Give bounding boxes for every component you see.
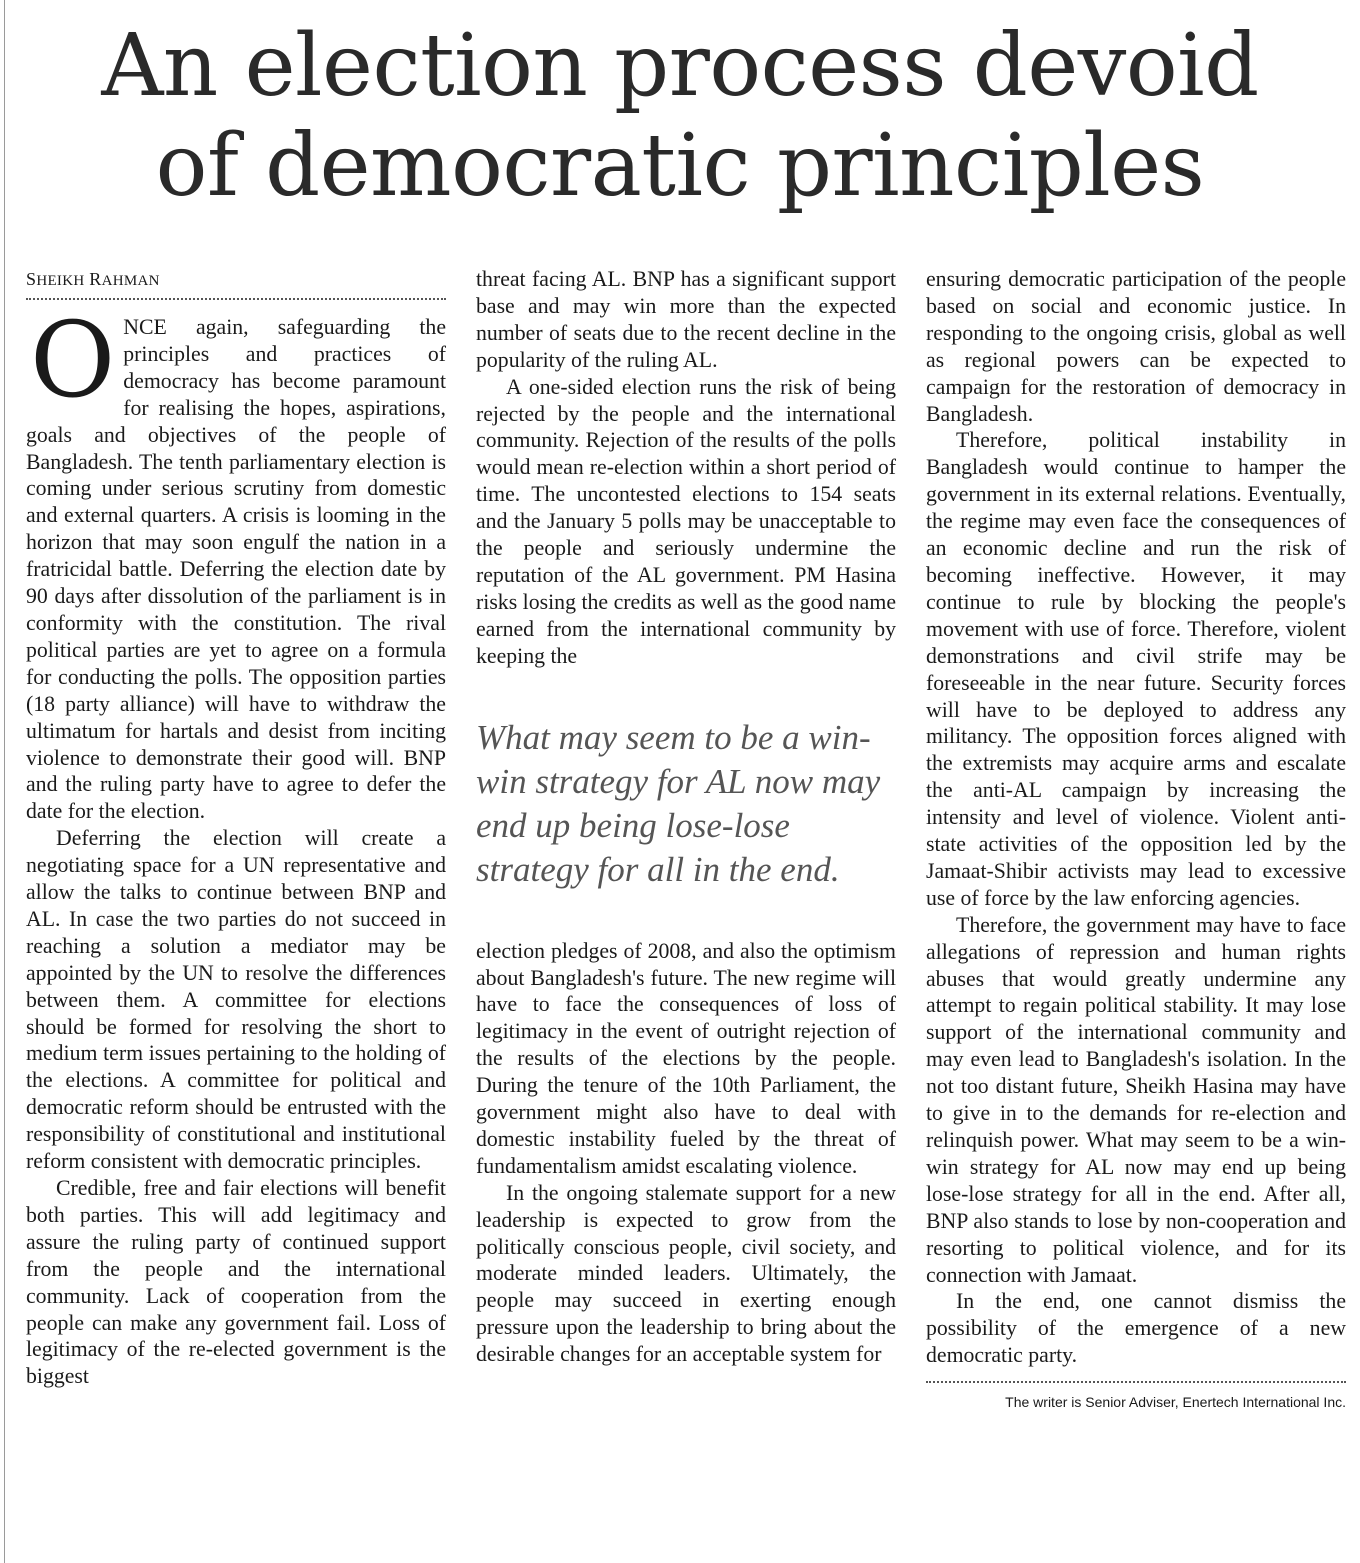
- pull-quote: What may seem to be a win-win strategy for AL now may end up being lose-lose strategy for all in the end.: [476, 717, 881, 889]
- author-credit: The writer is Senior Adviser, Enertech International Inc.: [926, 1381, 1346, 1411]
- paragraph: Deferring the election will create a negotiating space for a UN representative and allow the talks to continue between BNP and AL. In case the two parties do not succeed in reaching a solution a mediator may be appointed by the UN to resolve the differences between them. A committee for elections should be formed for resolving the short to medium term issues pertaining to the holding of the elections. A committee for political and democratic reform should be entrusted with the responsibility of constitutional and institutional reform consistent with democratic principles.: [26, 826, 446, 1174]
- headline-line-2: of democratic principles: [155, 116, 1205, 216]
- paragraph: ensuring democratic participation of the people based on social and economic justice. In responding to the ongoing crisis, global as well as regional powers can be expected to campaign for the restoration of democracy in Bangladesh.: [926, 267, 1346, 426]
- paragraph-text: NCE again, safeguarding the principles and practices of democracy has become paramount for realising the hopes, aspirations, goals and objectives of the people of Bangladesh. The tenth parliamentary election is coming under serious scrutiny from domestic and external quarters. A crisis is looming in the horizon that may soon engulf the nation in a fratricidal battle. Deferring the election date by 90 days after dissolution of the parliament is in conformity with the constitution. The rival political parties are yet to agree on a formula for conducting the polls. The opposition parties (18 party alliance) will have to withdraw the ultimatum for hartals and desist from inciting violence to demonstrate their good will. BNP and the ruling party have to agree to defer the date for the election.: [26, 315, 446, 824]
- paragraph: A one-sided election runs the risk of being rejected by the people and the international community. Rejection of the results of the polls would mean re-election within a short period of time. The uncontested elections to 154 seats and the January 5 polls may be unacceptable to the people and seriously undermine the reputation of the AL government. PM Hasina risks losing the credits as well as the good name earned from the international community by keeping the: [476, 374, 896, 668]
- column-3: [926, 266, 1346, 1411]
- headline-line-1: An election process devoid: [101, 16, 1259, 116]
- paragraph: [26, 299, 446, 825]
- paragraph: Credible, free and fair elections will benefit both parties. This will add legitimacy and assure the ruling party of continued support from the people and the international community. Lack of cooperation from the people can make any government fail. Loss of legitimacy of the re-elected government is the biggest: [26, 1176, 446, 1389]
- paragraph: threat facing AL. BNP has a significant support base and may win more than the expected number of seats due to the recent decline in the popularity of the ruling AL.: [476, 267, 896, 372]
- column-2: [476, 266, 896, 1368]
- byline: SHEIKH RAHMAN: [26, 266, 446, 300]
- paragraph: election pledges of 2008, and also the optimism about Bangladesh's future. The new regime will have to face the consequences of loss of legitimacy in the event of outright rejection of the results of the elections by the people. During the tenure of the 10th Parliament, the government might also have to deal with domestic instability fueled by the threat of fundamentalism amidst escalating violence.: [476, 938, 896, 1178]
- left-edge-rule: [4, 0, 5, 1563]
- paragraph: Therefore, the government may have to face allegations of repression and human rights abuses that would greatly undermine any attempt to regain political stability. It may lose support of the international community and may even lead to Bangladesh's isolation. In the not too distant future, Sheikh Hasina may have to give in to the demands for re-election and relinquish power. What may seem to be a win-win strategy for AL now may end up being lose-lose strategy for all in the end. After all, BNP also stands to lose by non-cooperation and resorting to political violence, and for its connection with Jamaat.: [926, 912, 1346, 1287]
- paragraph: Therefore, political instability in Bangladesh would continue to hamper the government in its external relations. Eventually, the regime may even face the consequences of an economic decline and run the risk of becoming ineffective. However, it may continue to rule by blocking the people's movement with use of force. Therefore, violent demonstrations and civil strife may be foreseeable in the near future. Security forces will have to be deployed to address any militancy. The opposition forces aligned with the extremists may acquire arms and escalate the anti-AL campaign by increasing the intensity and level of violence. Violent anti-state activities of the opposition led by the Jamaat-Shibir activists may lead to excessive use of force by the law enforcing agencies.: [926, 428, 1346, 910]
- paragraph: In the ongoing stalemate support for a new leadership is expected to grow from the politically conscious people, civil society, and moderate minded leaders. Ultimately, the people may succeed in exerting enough pressure upon the leadership to bring about the desirable changes for an acceptable system for: [476, 1180, 896, 1367]
- drop-cap: O: [30, 299, 116, 421]
- headline: [0, 16, 1360, 216]
- paragraph: In the end, one cannot dismiss the possibility of the emergence of a new democratic party.: [926, 1289, 1346, 1368]
- column-1: [26, 266, 446, 1390]
